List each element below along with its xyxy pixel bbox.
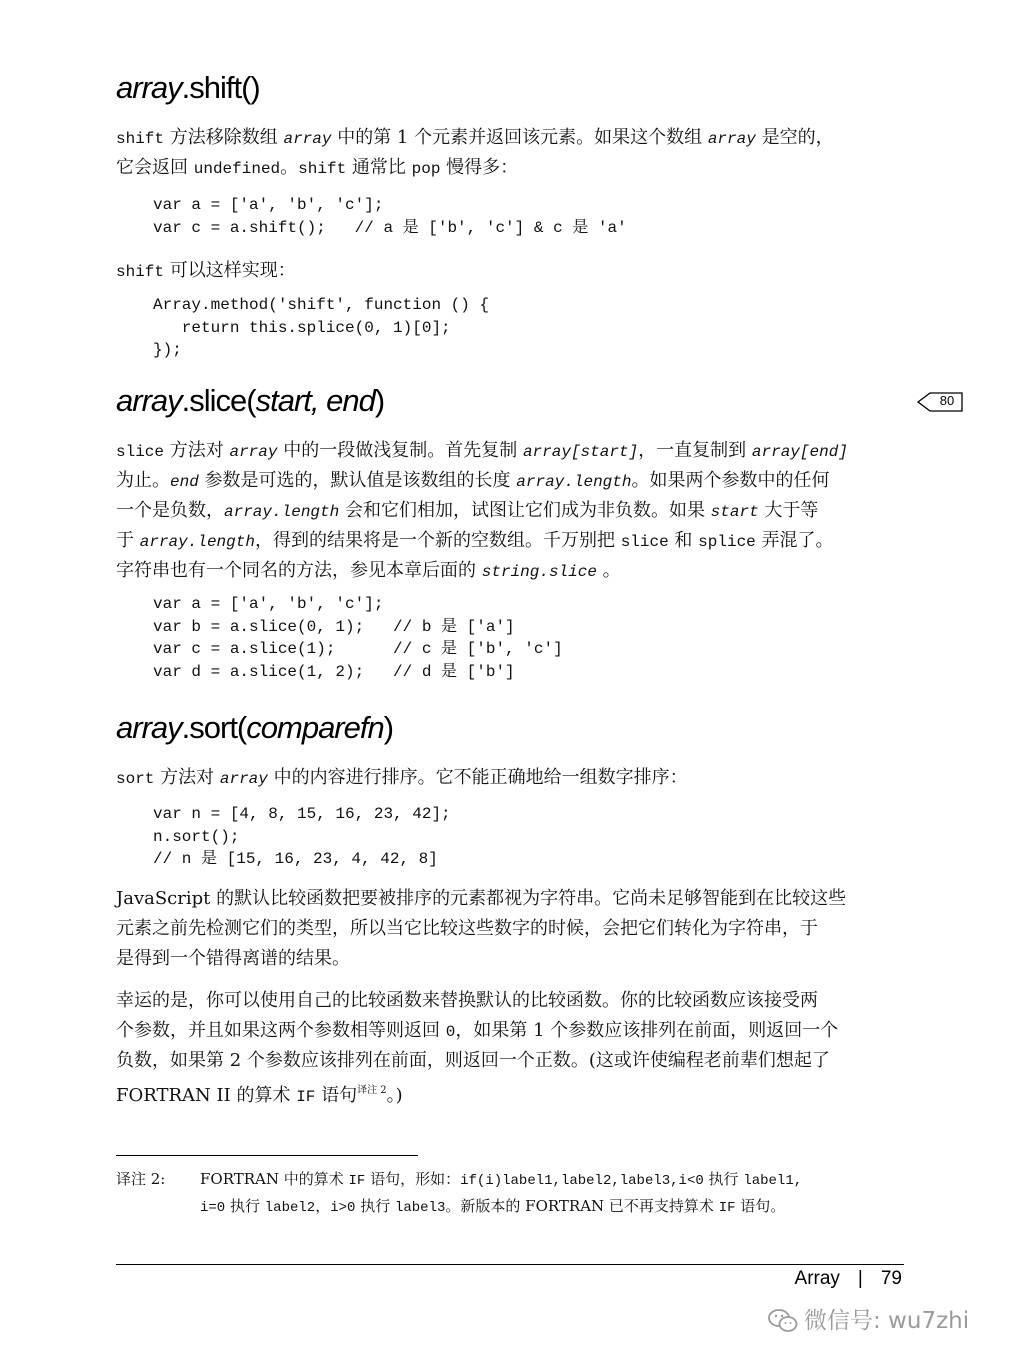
code-term: array xyxy=(283,130,332,148)
code-term: shift xyxy=(116,263,165,281)
heading-method: .slice( xyxy=(181,383,256,418)
text: 通常比 xyxy=(346,157,412,178)
code-line: return this.splice(0, 1)[0]; xyxy=(153,318,451,337)
text: FORTRAN II 的算术 xyxy=(116,1085,297,1106)
text: 方法对 xyxy=(154,767,220,788)
text: 它会返回 xyxy=(116,157,194,178)
text: 语句 xyxy=(315,1085,358,1106)
heading-object: array xyxy=(116,70,182,105)
heading-array-shift xyxy=(116,70,260,106)
footer-divider xyxy=(116,1264,904,1265)
default-compare-paragraph xyxy=(116,884,906,974)
text: 为止。 xyxy=(116,470,170,491)
page-footer xyxy=(795,1268,902,1290)
shift-description xyxy=(116,123,906,183)
heading-method: .shift() xyxy=(181,70,260,105)
text: 是空的， xyxy=(755,127,834,148)
text: 于 xyxy=(116,530,140,551)
heading-params: comparefn xyxy=(246,710,384,745)
code-term: if(i)label1,label2,label3,i<0 xyxy=(460,1173,704,1189)
code-term: sort xyxy=(116,770,155,788)
code-term: shift xyxy=(298,160,347,178)
code-term: array.length xyxy=(139,533,255,551)
code-term: end xyxy=(170,473,199,491)
code-line: n.sort(); xyxy=(153,827,240,846)
text: 。 xyxy=(596,560,621,581)
text: 中的第 1 个元素并返回该元素。如果这个数组 xyxy=(331,127,708,148)
code-term: 0 xyxy=(445,1023,456,1041)
code-term: array xyxy=(219,770,268,788)
text: FORTRAN 中的算术 xyxy=(200,1170,349,1188)
code-line: // n 是 [15, 16, 23, 4, 42, 8] xyxy=(153,850,438,868)
wechat-icon xyxy=(768,1308,798,1334)
shift-impl-intro xyxy=(116,256,906,286)
code-term: slice xyxy=(620,533,669,551)
code-term: splice xyxy=(698,533,756,551)
text: 。如果两个参数中的任何 xyxy=(631,470,830,491)
code-line: }); xyxy=(153,341,182,359)
text-line: 负数，如果第 2 个参数应该排列在前面，则返回一个正数。(这或许使编程老前辈们想起了 xyxy=(116,1050,830,1071)
text: ，如果第 1 个参数应该排列在前面，则返回一个 xyxy=(455,1020,839,1041)
text: 大于等 xyxy=(758,500,819,521)
text: 弄混了。 xyxy=(755,530,834,551)
code-term: IF xyxy=(718,1200,736,1216)
code-term: start xyxy=(710,503,759,521)
code-line: var c = a.slice(1); // c 是 ['b', 'c'] xyxy=(153,640,563,658)
text-line: 幸运的是，你可以使用自己的比较函数来替换默认的比较函数。你的比较函数应该接受两 xyxy=(116,990,818,1011)
text: 慢得多： xyxy=(440,157,519,178)
code-term: IF xyxy=(296,1088,316,1106)
heading-close: ) xyxy=(374,383,385,418)
code-term: array.length xyxy=(516,473,632,491)
code-term: string.slice xyxy=(481,563,597,581)
text: 方法移除数组 xyxy=(164,127,284,148)
text: 中的一段做浅复制。首先复制 xyxy=(277,440,523,461)
text: 执行 xyxy=(703,1170,744,1188)
heading-object: array xyxy=(116,383,182,418)
code-term: array xyxy=(229,443,278,461)
code-line: var d = a.slice(1, 2); // d 是 ['b'] xyxy=(153,662,515,681)
text-line: JavaScript 的默认比较函数把要被排序的元素都视为字符串。它尚未足够智能到在比较这些 xyxy=(116,888,847,909)
code-term: slice xyxy=(116,443,165,461)
text: 和 xyxy=(668,530,699,551)
code-term: array[start] xyxy=(522,443,639,461)
code-term: label3 xyxy=(394,1200,446,1216)
text-line: 是得到一个错得离谱的结果。 xyxy=(116,948,350,969)
text: ，得到的结果将是一个新的空数组。千万别把 xyxy=(254,530,621,551)
text: 执行 xyxy=(355,1197,395,1215)
text: 字符串也有一个同名的方法，参见本章后面的 xyxy=(116,560,482,581)
code-line: var a = ['a', 'b', 'c']; xyxy=(153,196,384,214)
shift-code-example xyxy=(153,194,627,239)
heading-method: .sort( xyxy=(181,710,247,745)
custom-compare-paragraph xyxy=(116,986,906,1106)
original-page-tag xyxy=(917,392,963,412)
heading-params: start, end xyxy=(255,383,375,418)
code-term: pop xyxy=(411,160,441,178)
slice-code-example xyxy=(153,593,563,683)
code-term: i>0 xyxy=(330,1200,356,1216)
text: 一个是负数， xyxy=(116,500,224,521)
wechat-watermark xyxy=(768,1302,969,1335)
code-term: array.length xyxy=(224,503,340,521)
code-term: i=0 xyxy=(200,1200,226,1216)
footer-page-number: 79 xyxy=(880,1268,902,1289)
code-line: Array.method('shift', function () { xyxy=(153,296,490,314)
sort-description xyxy=(116,763,906,793)
code-term: label1, xyxy=(743,1173,803,1189)
code-line: var n = [4, 8, 15, 16, 23, 42]; xyxy=(153,805,451,823)
text: 方法对 xyxy=(164,440,230,461)
code-term: IF xyxy=(348,1173,366,1189)
text-line: 元素之前先检测它们的类型，所以当它比较这些数字的时候，会把它们转化为字符串，于 xyxy=(116,918,818,939)
sort-code-example xyxy=(153,803,451,871)
slice-description xyxy=(116,436,906,586)
heading-close: ) xyxy=(383,710,394,745)
text: 执行 xyxy=(225,1197,265,1215)
text: 语句，形如： xyxy=(365,1170,461,1188)
heading-object: array xyxy=(116,710,182,745)
code-term: shift xyxy=(116,130,165,148)
text: 语句。 xyxy=(735,1197,786,1215)
footnote-label: 译注 2: xyxy=(116,1170,166,1188)
watermark-text: 微信号: wu7zhi xyxy=(804,1308,970,1334)
shift-impl-code xyxy=(153,294,489,362)
text: 个参数，并且如果这两个参数相等则返回 xyxy=(116,1020,446,1041)
code-term: array[end] xyxy=(751,443,848,461)
text: 。新版本的 FORTRAN 已不再支持算术 xyxy=(445,1197,719,1215)
translator-note-marker: 译注 2 xyxy=(357,1085,387,1096)
text: ， xyxy=(315,1197,331,1215)
footnote-divider xyxy=(116,1155,418,1156)
code-line: var b = a.slice(0, 1); // b 是 ['a'] xyxy=(153,617,515,636)
code-term: array xyxy=(707,130,756,148)
code-term: label2 xyxy=(264,1200,316,1216)
text: 会和它们相加，试图让它们成为非负数。如果 xyxy=(339,500,711,521)
text: 可以这样实现： xyxy=(164,260,296,281)
text: 中的内容进行排序。它不能正确地给一组数字排序： xyxy=(267,767,688,788)
heading-array-sort xyxy=(116,710,393,746)
page-tag-number: 80 xyxy=(939,393,955,408)
text: 参数是可选的，默认值是该数组的长度 xyxy=(198,470,517,491)
footer-section-name: Array xyxy=(794,1268,840,1289)
code-line: var a = ['a', 'b', 'c']; xyxy=(153,595,384,613)
text: 。) xyxy=(386,1085,403,1106)
translator-footnote xyxy=(116,1166,916,1220)
code-term: undefined xyxy=(193,160,281,178)
footer-separator: | xyxy=(857,1268,863,1289)
heading-array-slice xyxy=(116,383,384,419)
code-line: var c = a.shift(); // a 是 ['b', 'c'] & c 是 'a' xyxy=(153,218,627,237)
text: ，一直复制到 xyxy=(638,440,752,461)
text: 。 xyxy=(280,157,299,178)
